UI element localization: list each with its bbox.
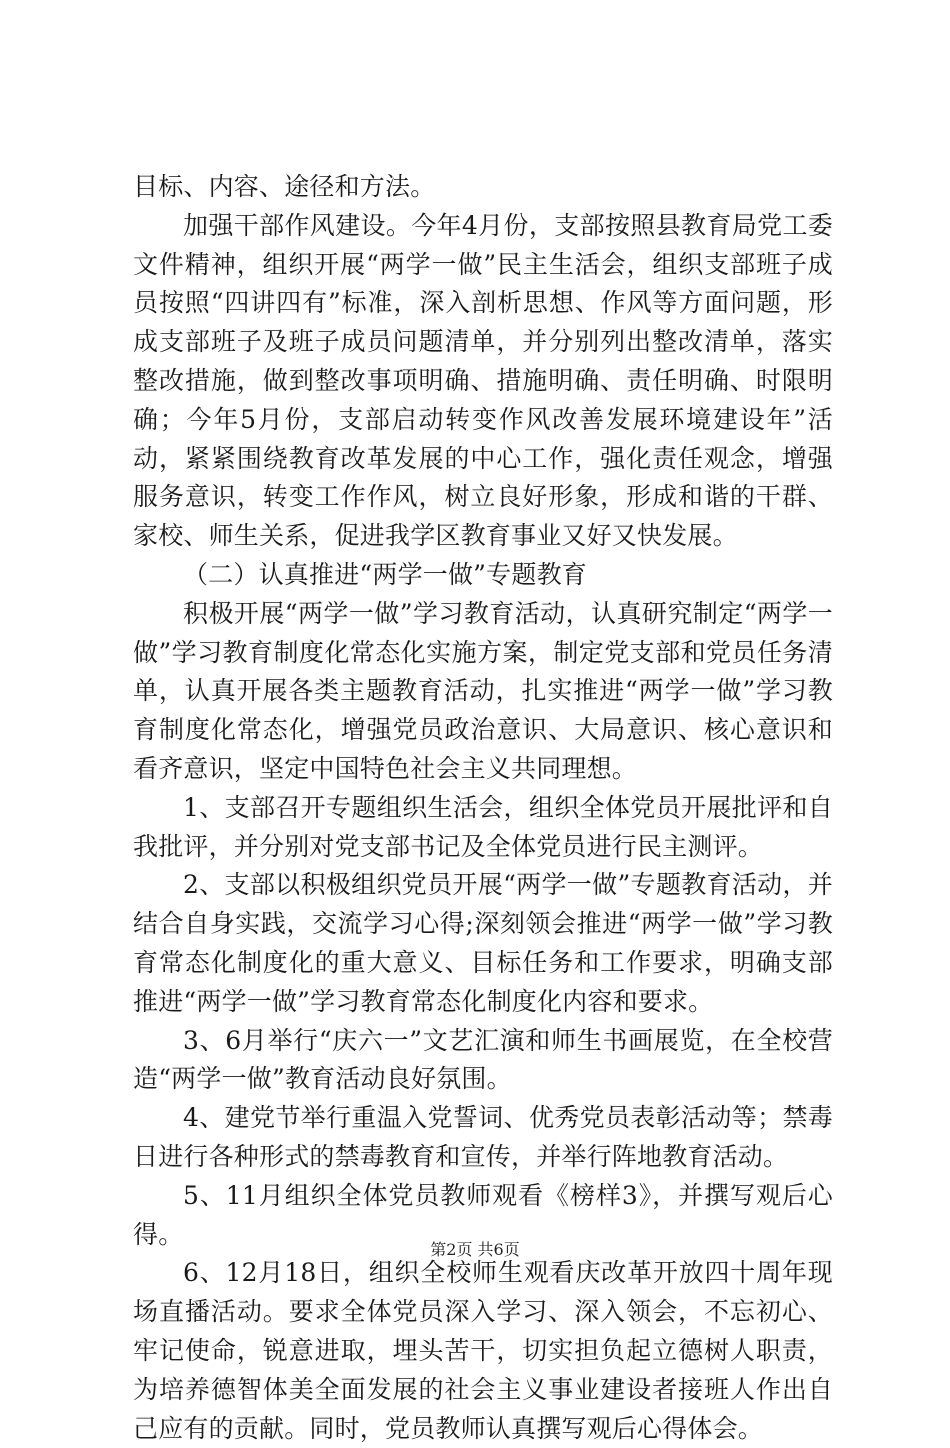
paragraph-study-education: 积极开展“两学一做”学习教育活动，认真研究制定“两学一做”学习教育制度化常态化实施方案，制定党支部和党员任务清单，认真开展各类主题教育活动，扎实推进“两学一做”学习教育制度化常态化，增强党员政治意识、大局意识、核心意识和看齐意识，坚定中国特色社会主义共同理想。: [133, 598, 833, 783]
list-item-2: 2、支部以积极组织党员开展“两学一做”专题教育活动，并结合自身实践，交流学习心得;深刻领会推进“两学一做”学习教育常态化制度化的重大意义、目标任务和工作要求，明确支部推进“两学一做”学习教育常态化制度化内容和要求。: [133, 870, 833, 1016]
paragraph-continuation: 目标、内容、途径和方法。: [133, 172, 436, 201]
list-item-5: 5、11月组织全体党员教师观看《榜样3》，并撰写观后心得。: [133, 1180, 833, 1249]
section-heading: （二）认真推进“两学一做”专题教育: [183, 559, 587, 589]
list-item-3: 3、6月举行“庆六一”文艺汇演和师生书画展览，在全校营造“两学一做”教育活动良好氛围。: [133, 1025, 833, 1094]
list-item-1: 1、支部召开专题组织生活会，组织全体党员开展批评和自我批评，并分别对党支部书记及全体党员进行民主测评。: [133, 792, 833, 861]
page-number-footer: 第2页 共6页: [430, 1240, 520, 1259]
list-item-6: 6、12月18日，组织全校师生观看庆改革开放四十周年现场直播活动。要求全体党员深入学习、深入领会，不忘初心、牢记使命，锐意进取，埋头苦干，切实担负起立德树人职责，为培养德智体美全面发展的社会主义事业建设者接班人作出自己应有的贡献。同时，党员教师认真撰写观后心得体会。: [133, 1258, 833, 1443]
list-item-4: 4、建党节举行重温入党誓词、优秀党员表彰活动等；禁毒日进行各种形式的禁毒教育和宣传，并举行阵地教育活动。: [133, 1103, 833, 1171]
paragraph-cadre-style: 加强干部作风建设。今年4月份，支部按照县教育局党工委文件精神，组织开展“两学一做”民主生活会，组织支部班子成员按照“四讲四有”标准，深入剖析思想、作风等方面问题，形成支部班子及班子成员问题清单，并分别列出整改清单，落实整改措施，做到整改事项明确、措施明确、责任明确、时限明确；今年5月份，支部启动转变作风改善发展环境建设年”活动，紧紧围绕教育改革发展的中心工作，强化责任观念，增强服务意识，转变工作作风，树立良好形象，形成和谐的干群、家校、师生关系，促进我学区教育事业又好又快发展。: [133, 210, 833, 551]
